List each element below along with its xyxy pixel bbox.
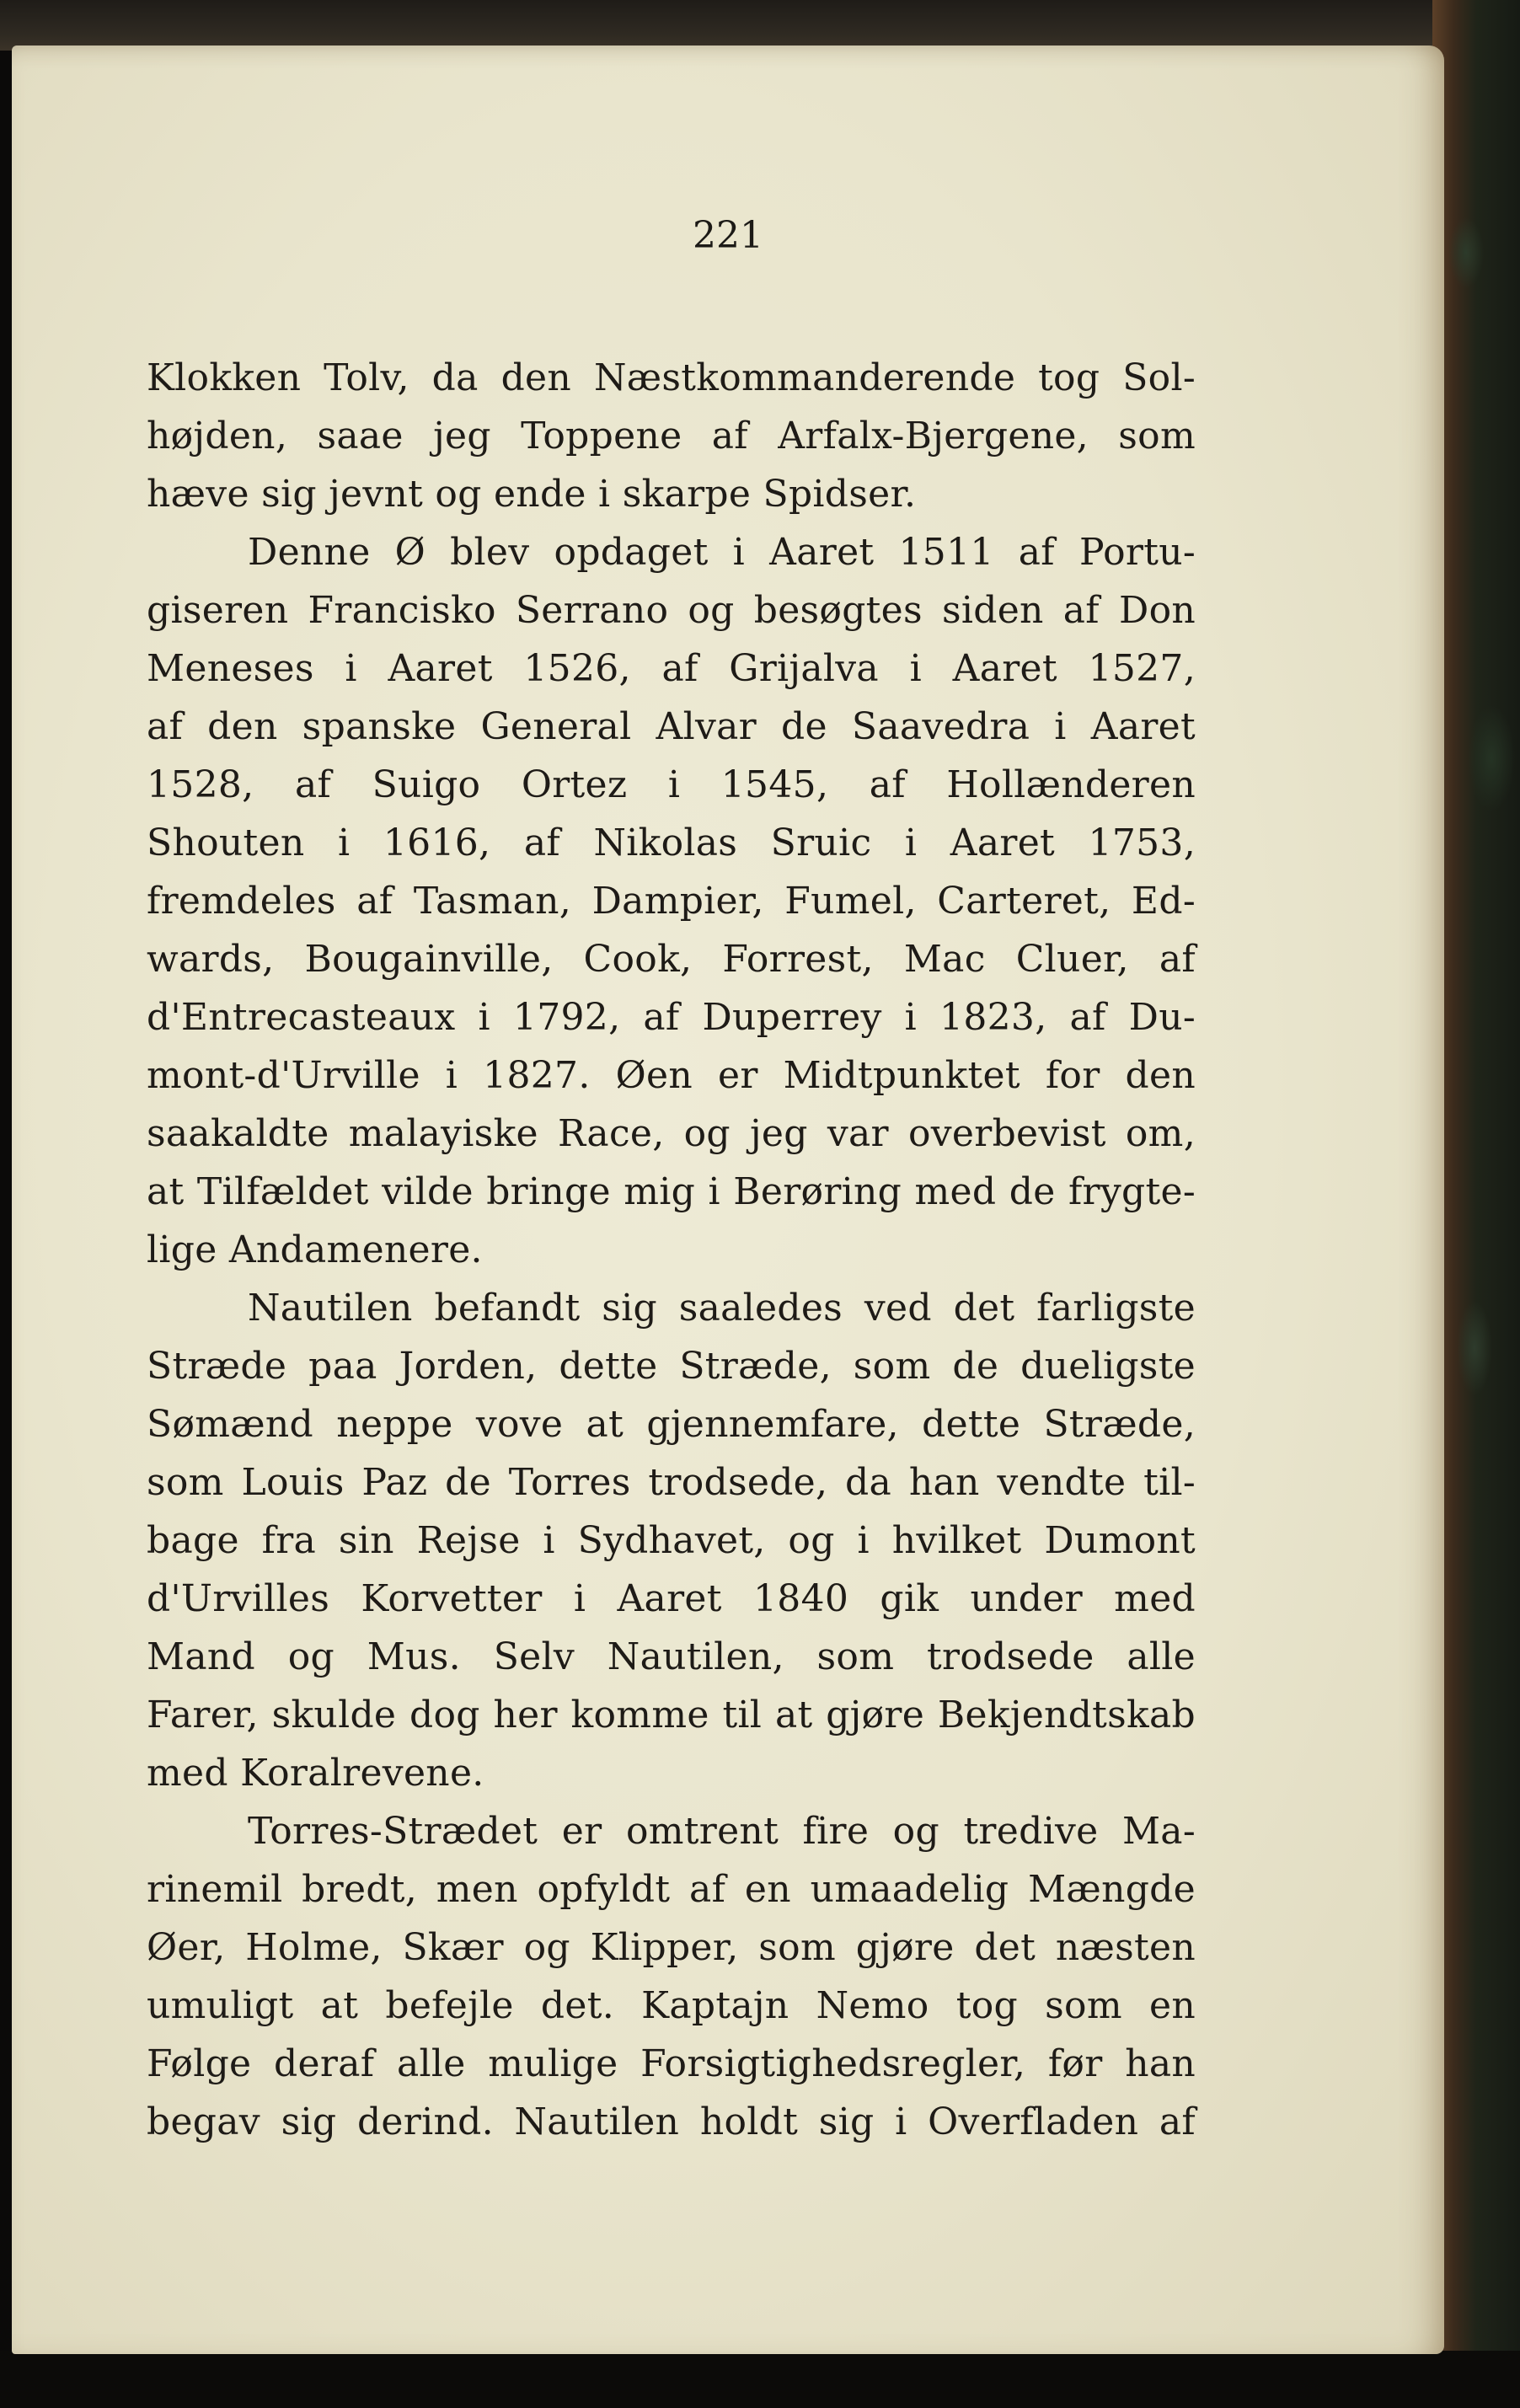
text-line: wards, Bougainville, Cook, Forrest, Mac Cluer, af	[147, 938, 1196, 981]
text-line: Farer, skulde dog her komme til at gjøre Bekjendtskab	[147, 1694, 1196, 1736]
text-line: d'Entrecasteaux i 1792, af Duperrey i 1823, af Du-	[147, 996, 1196, 1039]
text-line: med Koralrevene.	[147, 1752, 484, 1795]
text-line: Denne Ø blev opdaget i Aaret 1511 af Portu-	[248, 531, 1196, 574]
text-line: Sømænd neppe vove at gjennemfare, dette Stræde,	[147, 1403, 1196, 1446]
body-text	[147, 349, 1196, 2151]
text-line: fremdeles af Tasman, Dampier, Fumel, Carteret, Ed-	[147, 880, 1196, 923]
text-line: Torres-Strædet er omtrent fire og tredive Ma-	[248, 1810, 1196, 1853]
book-board-bottom	[0, 2351, 1520, 2408]
text-line: umuligt at befejle det. Kaptajn Nemo tog som en	[147, 1984, 1196, 2027]
text-line: 1528, af Suigo Ortez i 1545, af Hollænderen	[147, 763, 1196, 806]
text-line: lige Andamenere.	[147, 1228, 483, 1271]
text-line: Shouten i 1616, af Nikolas Sruic i Aaret 1753,	[147, 821, 1196, 864]
text-line: begav sig derind. Nautilen holdt sig i Overfladen af	[147, 2100, 1196, 2143]
text-line: at Tilfældet vilde bringe mig i Berøring med de frygte-	[147, 1170, 1196, 1213]
book-board-top	[0, 0, 1520, 51]
text-line: rinemil bredt, men opfyldt af en umaadelig Mængde	[147, 1868, 1196, 1911]
book-cover-edge	[1432, 0, 1520, 2408]
text-line: d'Urvilles Korvetter i Aaret 1840 gik under med	[147, 1577, 1196, 1620]
page-number: 221	[693, 214, 763, 257]
text-line: Øer, Holme, Skær og Klipper, som gjøre det næsten	[147, 1926, 1196, 1969]
text-line: hæve sig jevnt og ende i skarpe Spidser.	[147, 473, 917, 516]
text-line: Nautilen befandt sig saaledes ved det farligste	[248, 1287, 1196, 1330]
book-page	[12, 45, 1444, 2354]
text-line: Stræde paa Jorden, dette Stræde, som de dueligste	[147, 1345, 1196, 1388]
text-line: Meneses i Aaret 1526, af Grijalva i Aaret 1527,	[147, 647, 1196, 690]
text-line: Mand og Mus. Selv Nautilen, som trodsede alle	[147, 1635, 1196, 1678]
text-line: saakaldte malayiske Race, og jeg var overbevist om,	[147, 1112, 1196, 1155]
text-line: giseren Francisko Serrano og besøgtes siden af Don	[147, 589, 1196, 632]
text-line: Følge deraf alle mulige Forsigtighedsregler, før han	[147, 2042, 1196, 2085]
text-line: højden, saae jeg Toppene af Arfalx-Bjergene, som	[147, 415, 1196, 458]
text-line: Klokken Tolv, da den Næstkommanderende tog Sol-	[147, 356, 1196, 399]
text-line: mont-d'Urville i 1827. Øen er Midtpunktet for den	[147, 1054, 1196, 1097]
text-line: som Louis Paz de Torres trodsede, da han vendte til-	[147, 1461, 1196, 1504]
text-line: bage fra sin Rejse i Sydhavet, og i hvilket Dumont	[147, 1519, 1196, 1562]
text-line: af den spanske General Alvar de Saavedra i Aaret	[147, 705, 1196, 748]
